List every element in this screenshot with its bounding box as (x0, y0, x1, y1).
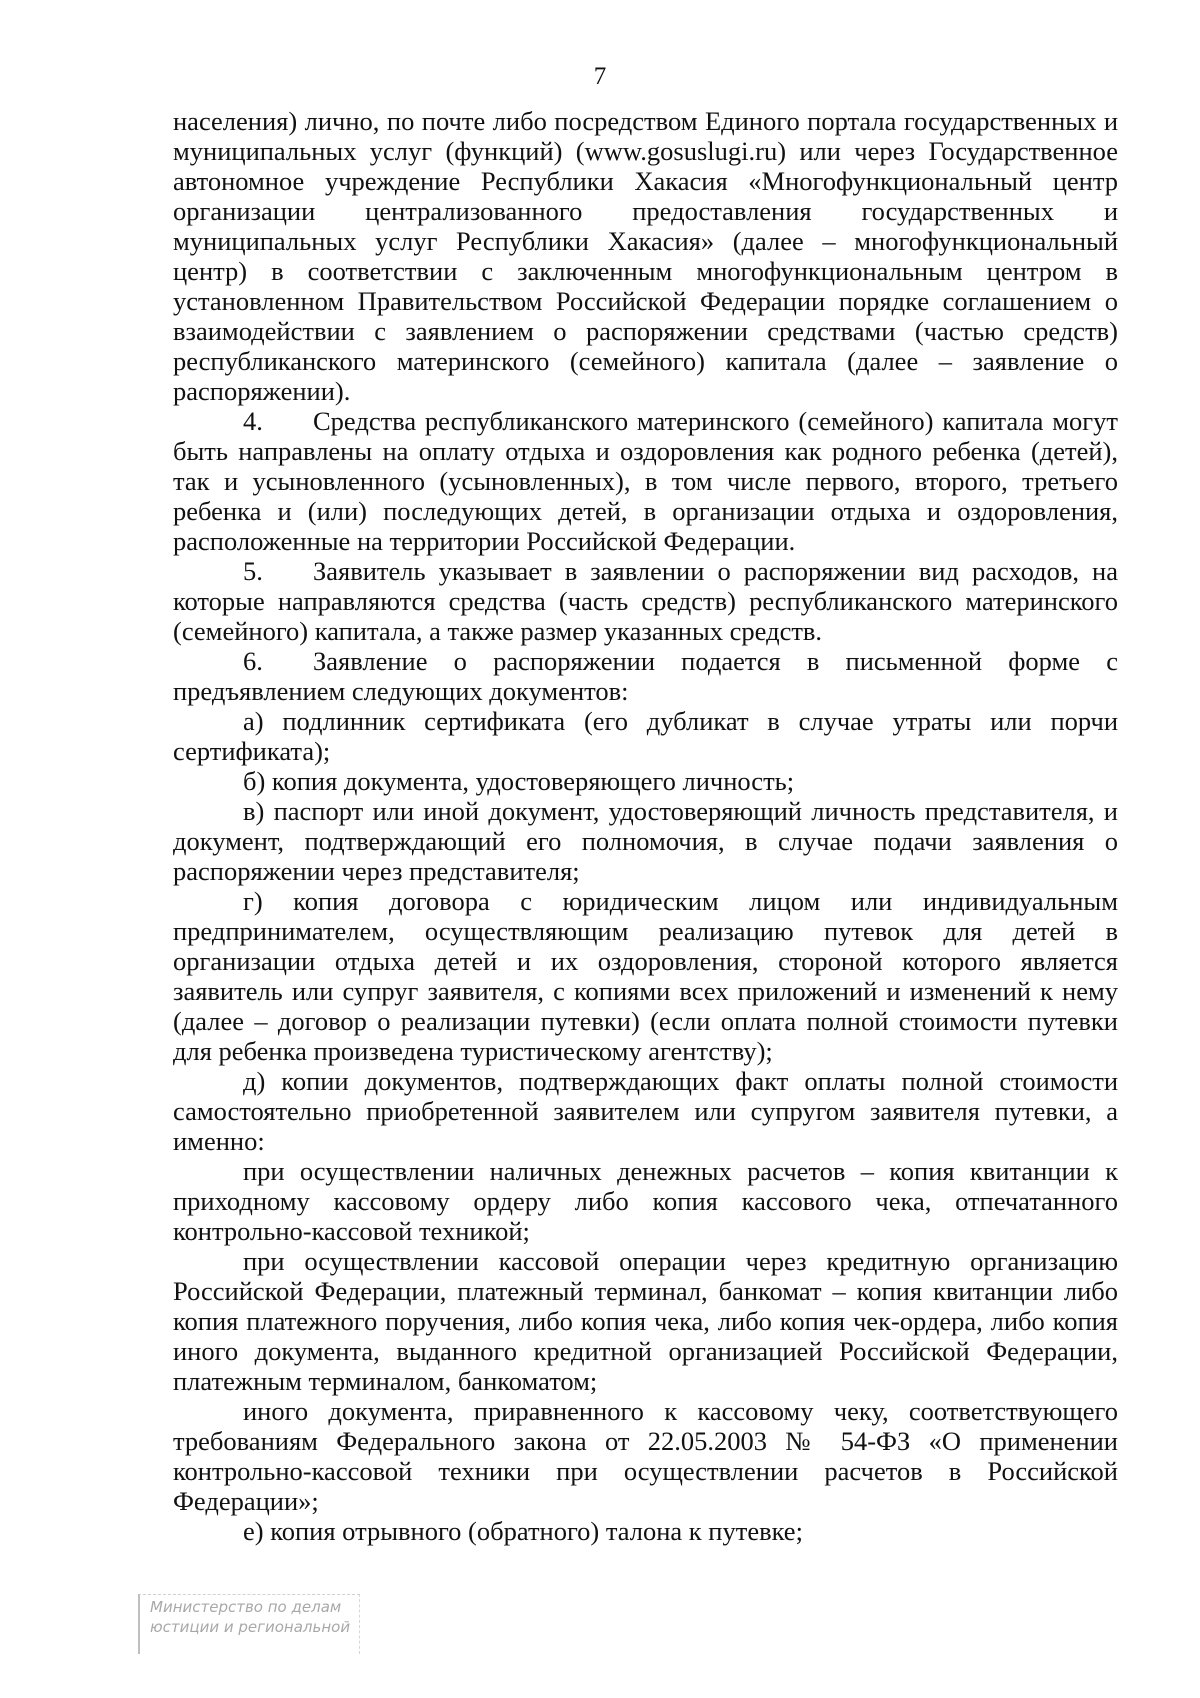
subitem-e (173, 1516, 1118, 1546)
paragraph-text: а) подлинник сертификата (его дубликат в случае утраты или порчи сертификата); (173, 706, 1118, 766)
item-number: 5. (243, 556, 263, 586)
paragraph-text: Средства республиканского материнского (семейного) капитала могут быть направлены на оплату отдыха и оздоровления как родного ребенка (детей), так и усыновленного (усыновленных), в том числе первого, второго, третьего ребенка и (или) последующих детей, в организации отдыха и оздоровления, расположенные на территории Российской Федерации. (173, 406, 1118, 556)
stamp-line-2: юстиции и региональной (150, 1618, 351, 1636)
paragraph-text: Заявитель указывает в заявлении о распоряжении вид расходов, на которые направляются средства (часть средств) республиканского материнского (семейного) капитала, а также размер указанных средств. (173, 556, 1118, 646)
paragraph-text: б) копия документа, удостоверяющего личность; (243, 766, 795, 796)
paragraph-item-6 (173, 646, 1118, 706)
paragraph-text: е) копия отрывного (обратного) талона к путевке; (243, 1516, 803, 1546)
paragraph-text: при осуществлении наличных денежных расчетов – копия квитанции к приходному кассовому ордеру либо копия кассового чека, отпечатанного контрольно-кассовой техникой; (173, 1156, 1118, 1246)
subitem-b (173, 766, 1118, 796)
item-number: 6. (243, 646, 263, 676)
stamp-line-1: Министерство по делам (150, 1598, 342, 1616)
page-number: 7 (593, 63, 607, 90)
registration-stamp (138, 1594, 360, 1654)
paragraph-text: иного документа, приравненного к кассовому чеку, соответствующего требованиям Федерального закона от 22.05.2003 № 54-ФЗ «О применении контрольно-кассовой техники при осуществлении расчетов в Российской Федерации»; (173, 1396, 1118, 1516)
subitem-d-credit (173, 1246, 1118, 1396)
subitem-d (173, 1066, 1118, 1156)
subitem-d-cash (173, 1156, 1118, 1246)
subitem-d-other (173, 1396, 1118, 1516)
paragraph-text: при осуществлении кассовой операции через кредитную организацию Российской Федерации, платежный терминал, банкомат – копия квитанции либо копия платежного поручения, либо копия чека, либо копия чек-ордера, либо копия иного документа, выданного кредитной организацией Российской Федерации, платежным терминалом, банкоматом; (173, 1246, 1118, 1396)
item-number: 4. (243, 406, 263, 436)
paragraph-item-5 (173, 556, 1118, 646)
paragraph-text: д) копии документов, подтверждающих факт оплаты полной стоимости самостоятельно приобретенной заявителем или супругом заявителя путевки, а именно: (173, 1066, 1118, 1156)
document-body (173, 106, 1118, 1546)
paragraph-text: г) копия договора с юридическим лицом или индивидуальным предпринимателем, осуществляющим реализацию путевок для детей в организации отдыха детей и их оздоровления, стороной которого является заявитель или супруг заявителя, с копиями всех приложений и изменений к нему (далее – договор о реализации путевки) (если оплата полной стоимости путевки для ребенка произведена туристическому агентству); (173, 886, 1118, 1066)
paragraph-text: в) паспорт или иной документ, удостоверяющий личность представителя, и документ, подтверждающий его полномочия, в случае подачи заявления о распоряжении через представителя; (173, 796, 1118, 886)
subitem-g (173, 886, 1118, 1066)
subitem-a (173, 706, 1118, 766)
paragraph-text: Заявление о распоряжении подается в письменной форме с предъявлением следующих документов: (173, 646, 1118, 706)
paragraph-continuation (173, 106, 1118, 406)
subitem-v (173, 796, 1118, 886)
paragraph-text: населения) лично, по почте либо посредством Единого портала государственных и муниципальных услуг (функций) (www.gosuslugi.ru) или через Государственное автономное учреждение Республики Хакасия «Многофункциональный центр организации централизованного предоставления государственных и муниципальных услуг Республики Хакасия» (далее – многофункциональный центр) в соответствии с заключенным многофункциональным центром в установленном Правительством Российской Федерации порядке соглашением о взаимодействии с заявлением о распоряжении средствами (частью средств) республиканского материнского (семейного) капитала (далее – заявление о распоряжении). (173, 106, 1118, 406)
paragraph-item-4 (173, 406, 1118, 556)
